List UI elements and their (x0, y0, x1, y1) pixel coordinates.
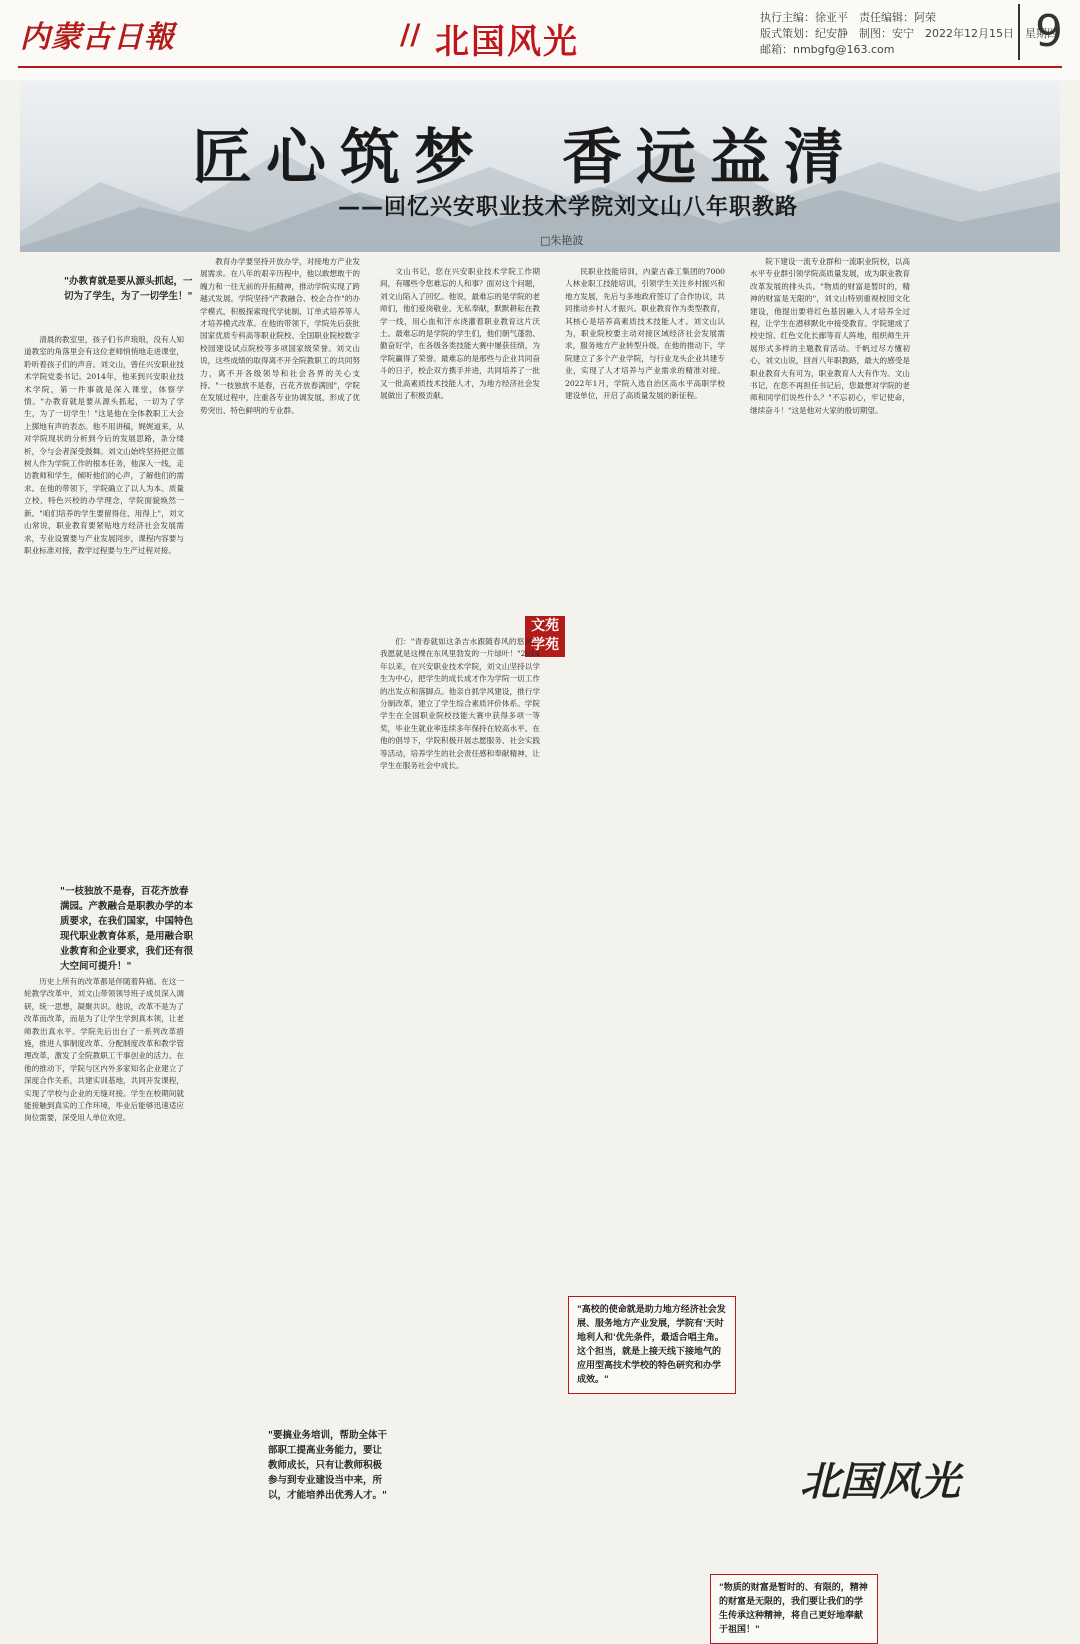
editorial-meta (760, 10, 1058, 58)
article-column-4 (380, 266, 540, 626)
article-byline: □朱艳波 (540, 234, 584, 247)
section-decoration: // (400, 18, 421, 51)
article-subtitle: ——回忆兴安职业技术学院刘文山八年职教路 (338, 195, 799, 220)
title-banner (20, 82, 1060, 252)
column-4-text: 文山书记，您在兴安职业技术学院工作期间，有哪些令您难忘的人和事？面对这个问题，刘文山陷入了回忆。他说，最难忘的是学院的老师们，他们爱岗敬业、无私奉献，默默耕耘在教学一线，用心血和汗水浇灌着职业教育这片沃土。最难忘的是学院的学生们，他们朝气蓬勃、勤奋好学，在各级各类技能大赛中屡获佳绩，为学院赢得了荣誉。最难忘的是那些与企业共同奋斗的日子，校企双方携手并进，共同培养了一批又一批高素质技术技能人才，为地方经济社会发展做出了积极贡献。 (380, 267, 540, 401)
column-2-text: 历史上所有的改革都是伴随着阵痛。在这一轮教学改革中，刘文山带领领导班子成员深入调研，统一思想，凝聚共识。他说，改革不是为了改革而改革，而是为了让学生学到真本领，让老师教出真水平。学院先后出台了一系列改革措施，推进人事制度改革、分配制度改革和教学管理改革，激发了全院教职工干事创业的活力。在他的推动下，学院与区内外多家知名企业建立了深度合作关系，共建实训基地，共同开发课程，实现了学校与企业的无缝对接。学生在校期间就能接触到真实的工作环境，毕业后能够迅速适应岗位需要，深受用人单位欢迎。 (24, 977, 184, 1123)
pull-quote-1: "办教育就是要从源头抓起，一切为了学生，为了一切学生！" (64, 276, 193, 302)
column-5-text: 们："青春就如这条吉水跟随春风的悠扬，我愿就是这棵在东风里勃发的一片绿叶！"2014年以来，在兴安职业技术学院，刘文山坚持以学生为中心，把学生的成长成才作为学院一切工作的出发点和落脚点。他亲自抓学风建设，推行学分制改革，建立了学生综合素质评价体系。学院学生在全国职业院校技能大赛中获得多项一等奖，毕业生就业率连续多年保持在较高水平。在他的倡导下，学院积极开展志愿服务、社会实践等活动，培养学生的社会责任感和奉献精神，让学生在服务社会中成长。 (380, 637, 540, 771)
pull-quote-6: "要搞业务培训，帮助全体干部职工提高业务能力，要让教师成长，只有让教师积极参与到专业建设当中来，所以，才能培养出优秀人才。" (268, 1430, 387, 1501)
article-column-6 (565, 266, 725, 846)
meta-layout-date: 版式策划：纪安静 制图：安宁 2022年12月15日 星期四 (760, 27, 1058, 40)
article-column-2 (24, 976, 184, 1536)
article-column-7 (750, 256, 910, 1256)
page-number: 9 (1018, 4, 1078, 60)
column-1-text: 清晨的教室里，孩子们书声琅琅，没有人知道教室的角落里会有这位老师悄悄地走进课堂，聆听着孩子们的声音。刘文山，曾任兴安职业技术学院党委书记。2014年，他来到兴安职业技术学院，第一件事就是深入课堂，体察学情。"办教育就是要从源头抓起，一切为了学生，为了一切学生！"这是他在全体教职工大会上掷地有声的表态。他不用讲稿，娓娓道来，从对学院现状的分析到今后的发展思路，条分缕析，令与会者深受鼓舞。刘文山始终坚持把立德树人作为学院工作的根本任务，他深入一线，走访教师和学生，倾听他们的心声，了解他们的需求。在他的带领下，学院确立了以人为本、质量立校、特色兴校的办学理念，学院面貌焕然一新。"咱们培养的学生要留得住、用得上"，刘文山常说，职业教育要紧贴地方经济社会发展需求，专业设置要与产业发展同步，课程内容要与职业标准对接，教学过程要与生产过程对接。 (24, 335, 184, 555)
column-3-text: 教育办学要坚持开放办学，对接地方产业发展需求。在八年的艰辛历程中，他以敢想敢干的魄力和一往无前的开拓精神，推动学院实现了跨越式发展。学院坚持"产教融合、校企合作"的办学模式，积极探索现代学徒制、订单式培养等人才培养模式改革。在他的带领下，学院先后获批国家优质专科高等职业院校、全国职业院校数字校园建设试点院校等多项国家级荣誉。刘文山说，这些成绩的取得离不开全院教职工的共同努力，离不开各级领导和社会各界的关心支持。"一枝独放不是春，百花齐放春满园"，学院在发展过程中，注重各专业协调发展，形成了优势突出、特色鲜明的专业群。 (200, 257, 360, 415)
column-7-text: 院下建设一流专业群和一流职业院校，以高水平专业群引领学院高质量发展，成为职业教育改革发展的排头兵。"物质的财富是暂时的，精神的财富是无限的"，刘文山特别重视校园文化建设，他提出要将红色基因融入人才培养全过程，让学生在潜移默化中接受教育。学院建成了校史馆、红色文化长廊等育人阵地，组织师生开展形式多样的主题教育活动。千帆过尽方懂初心，刘文山说，回首八年职教路，最大的感受是职业教育大有可为，职业教育人大有作为。文山书记，在您不再担任书记后，您最想对学院的老师和同学们说些什么？"不忘初心，牢记使命，继续奋斗！"这是他对大家的殷切期望。 (750, 257, 910, 415)
article-column-5 (380, 636, 540, 1536)
column-6-text: 民职业技能培训，内蒙古森工集团的7000人林业职工技能培训，引领学生关注乡村振兴和地方发展，先后与多地政府签订了合作协议，共同推动乡村人才振兴。职业教育作为类型教育，其核心是培养高素质技术技能人才。刘文山认为，职业院校要主动对接区域经济社会发展需求，服务地方产业转型升级。在他的推动下，学院建立了多个产业学院，与行业龙头企业共建专业，实现了人才培养与产业需求的精准对接。2022年1月，学院入选自治区高水平高职学校建设单位，开启了高质量发展的新征程。 (565, 267, 725, 401)
column-signature: 北国风光 (800, 1458, 960, 1505)
newspaper-masthead: 内蒙古日報 (20, 20, 175, 55)
article-column-3 (200, 256, 360, 1536)
article-title: 匠心筑梦 香远益清 (192, 123, 858, 193)
pull-quote-3: "高校的使命就是助力地方经济社会发展、服务地方产业发展，学院有'天时地利人和'优先条件，最适合唱主角。这个担当，就是上接天线下接地气的应用型高技术学校的特色研究和办学成效。" (568, 1296, 736, 1394)
pull-quote-5: "物质的财富是暂时的、有限的，精神的财富是无限的，我们要让我们的学生传承这种精神，将自己更好地奉献于祖国！" (710, 1574, 878, 1644)
section-title: 北国风光 (435, 22, 579, 62)
header-rule (18, 66, 1062, 68)
meta-editors: 执行主编：徐亚平 责任编辑：阿荣 (760, 11, 936, 24)
article-column-1 (24, 334, 184, 874)
page-header (0, 0, 1080, 80)
section-badge: 文苑学苑 (525, 616, 565, 657)
pull-quote-2: "一枝独放不是春，百花齐放春满园。产教融合是职教办学的本质要求，在我们国家，中国特色现代职业教育体系，是用融合职业教育和企业要求，我们还有很大空间可提升！" (60, 886, 194, 972)
article-body (20, 256, 1060, 1635)
meta-email: 邮箱：nmbgfg@163.com (760, 43, 895, 56)
